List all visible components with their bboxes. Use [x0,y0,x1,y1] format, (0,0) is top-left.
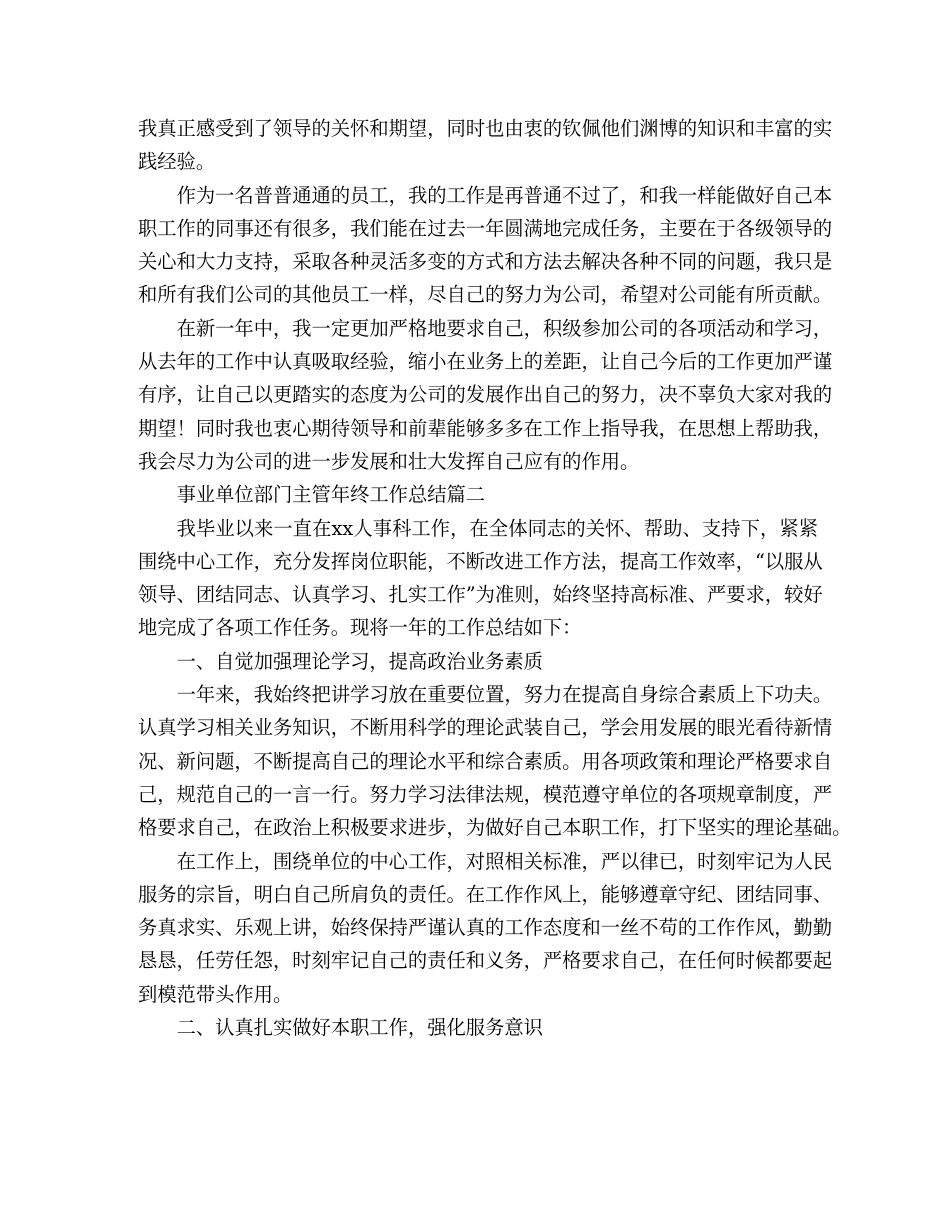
text-line: 有序，让自己以更踏实的态度为公司的发展作出自己的努力，决不辜负大家对我的 [138,383,833,407]
para-ordinary-employee [138,179,833,312]
text-line: 事业单位部门主管年终工作总结篇二 [176,483,486,507]
text-line: 作为一名普普通通的员工，我的工作是再普通不过了，和我一样能做好自己本 [176,183,833,207]
text-line: 务真求实、乐观上讲，始终保持严谨认真的工作态度和一丝不苟的工作作风，勤勤 [138,916,833,940]
text-line: 我真正感受到了领导的关怀和期望，同时也由衷的钦佩他们渊博的知识和丰富的实 [138,117,833,140]
text-line: 我会尽力为公司的进一步发展和壮大发挥自己应有的作用。 [138,449,640,473]
text-line: 格要求自己，在政治上积极要求进步，为做好自己本职工作，打下坚实的理论基础。 [138,816,852,840]
section-heading-part-two [138,478,818,511]
text-line: 期望！同时我也衷心期待领导和前辈能够多多在工作上指导我，在思想上帮助我， [138,416,833,440]
para-theory-study [138,678,852,844]
text-line: 从去年的工作中认真吸取经验，缩小在业务上的差距，让自己今后的工作更加严谨 [138,350,833,374]
text-line: 二、认真扎实做好本职工作，强化服务意识 [176,1016,543,1040]
para-work-attitude [138,845,833,1011]
text-line: 认真学习相关业务知识，不断用科学的理论武装自己，学会用发展的眼光看待新情 [138,716,833,740]
para-intro-part-two [138,512,823,645]
text-line: 践经验。 [138,150,216,174]
text-line: 关心和大力支持，采取各种灵活多变的方式和方法去解决各种不同的问题，我只是 [138,250,833,274]
text-line: 职工作的同事还有很多，我们能在过去一年圆满地完成任务，主要在于各级领导的 [138,216,833,240]
section-heading-theory-study [138,645,818,678]
text-line: 一年来，我始终把讲学习放在重要位置，努力在提高自身综合素质上下功夫。 [176,683,833,707]
text-line: 况、新问题，不断提高自己的理论水平和综合素质。用各项政策和理论严格要求自 [138,749,833,773]
para-new-year [138,312,833,478]
text-line: 围绕中心工作，充分发挥岗位职能，不断改进工作方法，提高工作效率，“以服从 [138,549,823,573]
text-line: 在新一年中，我一定更加严格地要求自己，积级参加公司的各项活动和学习， [176,316,833,340]
document-body [138,112,852,1044]
text-line: 一、自觉加强理论学习，提高政治业务素质 [176,649,543,673]
text-line: 我毕业以来一直在xx人事科工作，在全体同志的关怀、帮助、支持下，紧紧 [176,516,818,540]
text-line: 己，规范自己的一言一行。努力学习法律法规，模范遵守单位的各项规章制度，严 [138,782,833,806]
text-line: 到模范带头作用。 [138,982,293,1006]
text-line: 服务的宗旨，明白自己所肩负的责任。在工作作风上，能够遵章守纪、团结同事、 [138,882,833,906]
text-line: 领导、团结同志、认真学习、扎实工作”为准则，始终坚持高标准、严要求，较好 [138,583,823,607]
text-line: 恳恳，任劳任怨，时刻牢记自己的责任和义务，严格要求自己，在任何时候都要起 [138,949,833,973]
text-line: 和所有我们公司的其他员工一样，尽自己的努力为公司，希望对公司能有所贡献。 [138,283,833,307]
section-heading-duty-service [138,1011,818,1044]
text-line: 地完成了各项工作任务。现将一年的工作总结如下： [138,616,582,640]
text-line: 在工作上，围绕单位的中心工作，对照相关标准，严以律已，时刻牢记为人民 [176,849,833,873]
para-continuation [138,112,833,179]
